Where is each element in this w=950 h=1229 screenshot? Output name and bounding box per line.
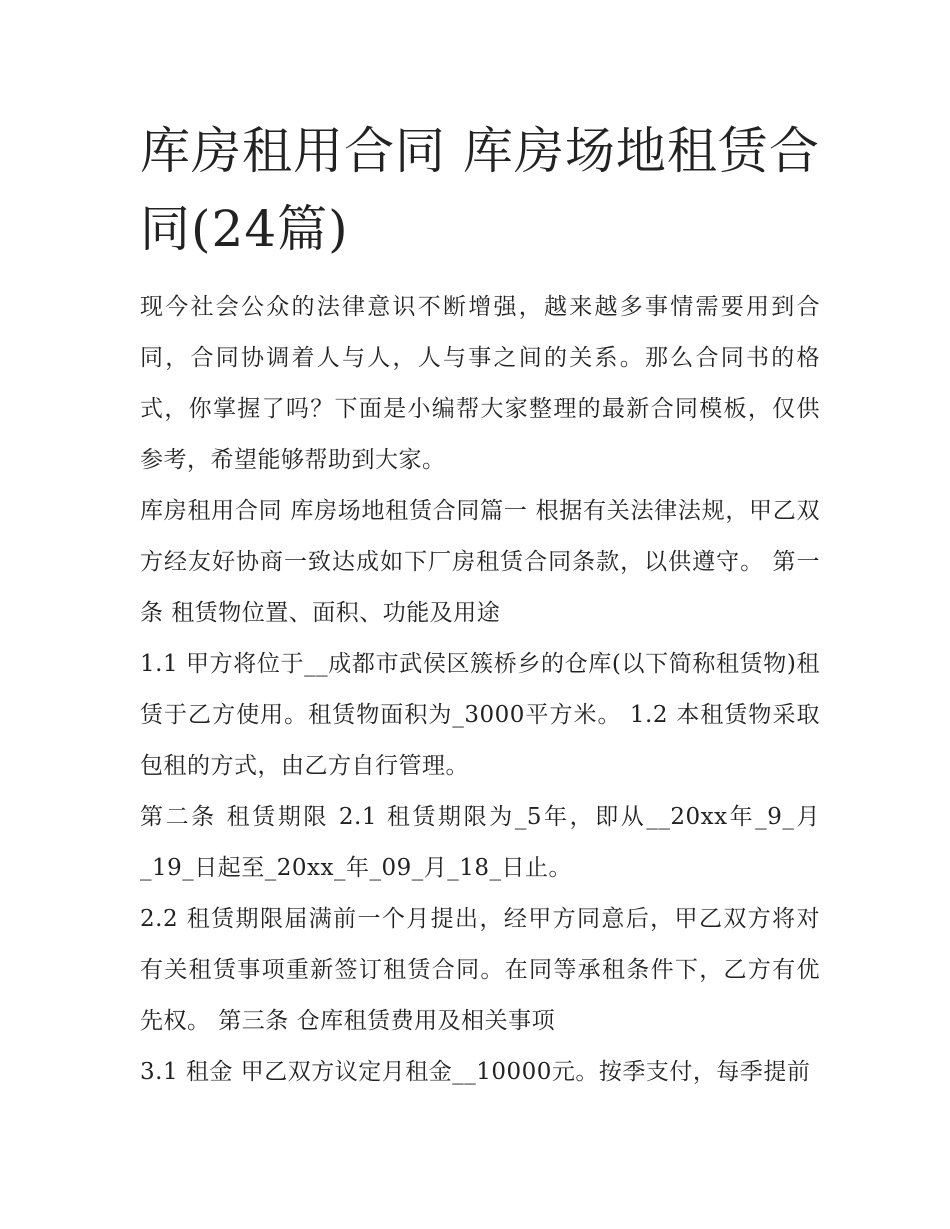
document-page <box>140 112 820 1098</box>
document-title: 库房租用合同 库房场地租赁合同(24篇) <box>140 122 820 258</box>
paragraph-intro: 现今社会公众的法律意识不断增强，越来越多事情需要用到合同，合同协调着人与人，人与事之间的关系。那么合同书的格式，你掌握了吗？下面是小编帮大家整理的最新合同模板，仅供参考，希望能够帮助到大家。 <box>140 294 820 473</box>
paragraph-article-2: 第二条 租赁期限 2.1 租赁期限为_5年，即从__20xx年_9_月_19_日起至_20xx_年_09_月_18_日止。 <box>140 804 820 881</box>
paragraph-clause-3-1: 3.1 租金 甲乙双方议定月租金__10000元。按季支付，每季提前 <box>140 1059 811 1085</box>
paragraph-clause-1-1: 1.1 甲方将位于__成都市武侯区簇桥乡的仓库(以下简称租赁物)租赁于乙方使用。租赁物面积为_3000平方米。 1.2 本租赁物采取包租的方式，由乙方自行管理。 <box>140 651 820 779</box>
paragraph-clause-2-2: 2.2 租赁期限届满前一个月提出，经甲方同意后，甲乙双方将对有关租赁事项重新签订租赁合同。在同等承租条件下，乙方有优先权。 第三条 仓库租赁费用及相关事项 <box>140 906 820 1034</box>
paragraph-article-1: 库房租用合同 库房场地租赁合同篇一 根据有关法律法规，甲乙双方经友好协商一致达成如下厂房租赁合同条款，以供遵守。 第一条 租赁物位置、面积、功能及用途 <box>140 498 820 626</box>
